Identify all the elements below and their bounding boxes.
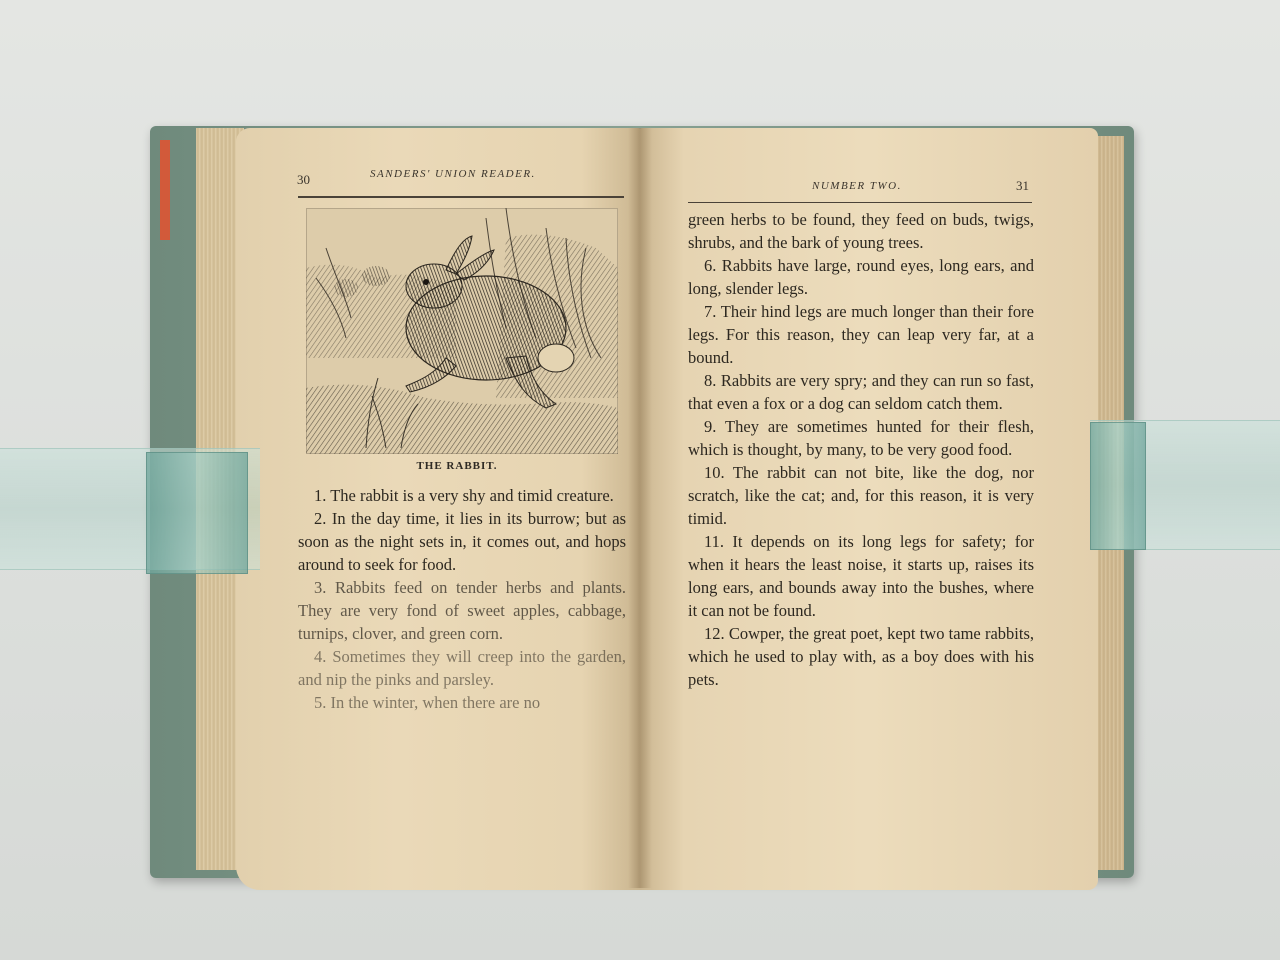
glass-weight-left-end xyxy=(146,452,248,574)
right-header-rule xyxy=(688,202,1032,203)
paragraph-10: 10. The rabbit can not bite, like the dog, nor scratch, like the cat; and, for this reason, it is very timid. xyxy=(688,463,1034,528)
paragraph-1: 1. The rabbit is a very shy and timid creature. xyxy=(314,486,614,505)
rabbit-engraving xyxy=(306,208,618,454)
right-page-number: 31 xyxy=(1016,178,1029,193)
paragraph-6: 6. Rabbits have large, round eyes, long ears, and long, slender legs. xyxy=(688,256,1034,298)
bookmark-edge xyxy=(160,140,170,240)
paragraph-3: 3. Rabbits feed on tender herbs and plants. They are very fond of sweet apples, cabbage, turnips, clover, and green corn. xyxy=(298,578,626,643)
paragraph-11: 11. It depends on its long legs for safety; for when it hears the least noise, it starts up, raises its long ears, and bounds away into the bushes, where it can not be found. xyxy=(688,532,1034,620)
illustration-caption: THE RABBIT. xyxy=(416,460,498,472)
left-running-head: SANDERS' UNION READER. xyxy=(370,168,536,180)
paragraph-5: 5. In the winter, when there are no xyxy=(314,693,541,712)
book-gutter xyxy=(628,128,652,888)
left-page-number: 30 xyxy=(297,172,310,187)
left-page-text xyxy=(298,484,626,714)
right-page-text xyxy=(688,208,1034,691)
paragraph-continued: green herbs to be found, they feed on buds, twigs, shrubs, and the bark of young trees. xyxy=(688,210,1034,252)
paragraph-4: 4. Sometimes they will creep into the garden, and nip the pinks and parsley. xyxy=(298,647,626,689)
left-header-rule xyxy=(298,196,624,198)
paragraph-12: 12. Cowper, the great poet, kept two tame rabbits, which he used to play with, as a boy does with his pets. xyxy=(688,624,1034,689)
paragraph-7: 7. Their hind legs are much longer than their fore legs. For this reason, they can leap very far, at a bound. xyxy=(688,302,1034,367)
right-running-head: NUMBER TWO. xyxy=(812,180,902,192)
paragraph-8: 8. Rabbits are very spry; and they can run so fast, that even a fox or a dog can seldom catch them. xyxy=(688,371,1034,413)
paragraph-9: 9. They are sometimes hunted for their flesh, which is thought, by many, to be very good food. xyxy=(688,417,1034,459)
paragraph-2: 2. In the day time, it lies in its burrow; but as soon as the night sets in, it comes out, and hops around to seek for food. xyxy=(298,509,626,574)
glass-weight-right-end xyxy=(1090,422,1146,550)
